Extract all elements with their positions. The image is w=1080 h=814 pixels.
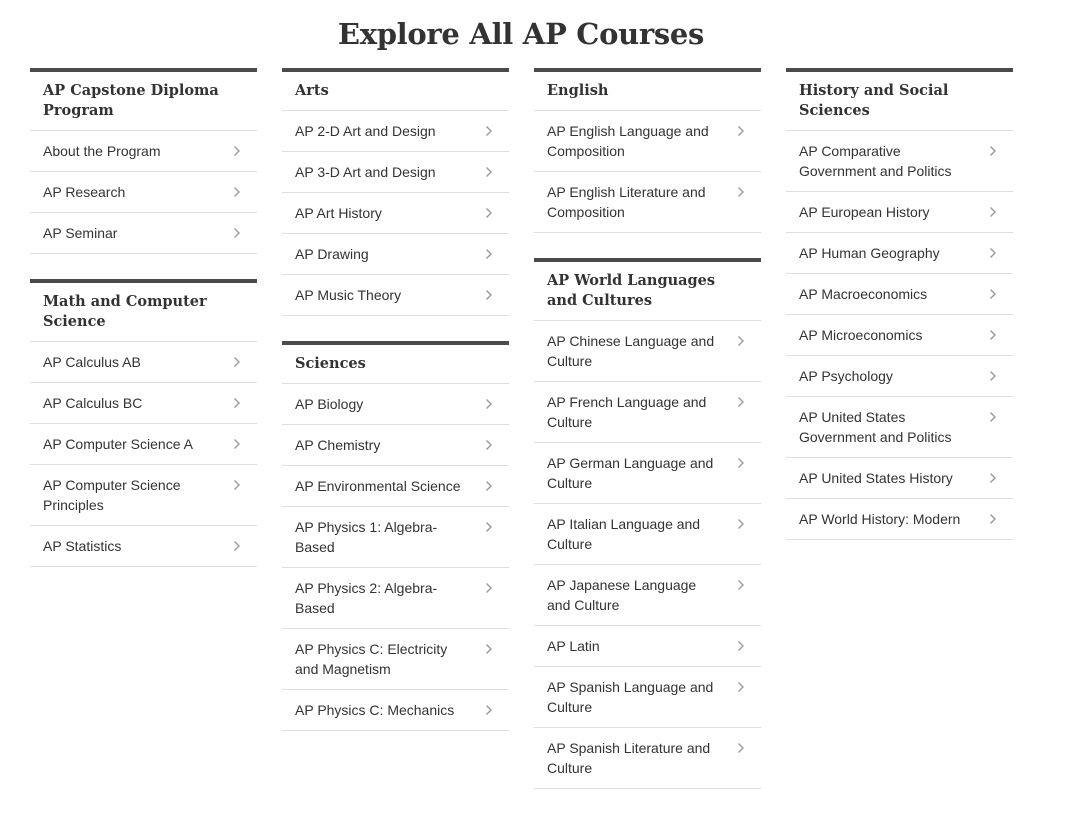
course-link-physics-c-mechanics[interactable] (282, 690, 509, 731)
course-link-environmental-science[interactable] (282, 466, 509, 507)
chevron-right-icon (734, 678, 748, 696)
course-link-macroeconomics[interactable] (786, 274, 1013, 315)
course-link-japanese[interactable] (534, 565, 761, 626)
chevron-right-icon (734, 515, 748, 533)
course-link-label: About the Program (43, 143, 161, 159)
course-link-ap-seminar[interactable] (30, 213, 257, 254)
course-link-drawing[interactable] (282, 234, 509, 275)
course-link-english-literature[interactable] (534, 172, 761, 233)
course-link-label: AP Computer Science Principles (43, 477, 181, 513)
section-heading: Math and Computer Science (30, 279, 257, 342)
course-link-label: AP Art History (295, 205, 382, 221)
page-title: Explore All AP Courses (337, 17, 705, 52)
course-link-3d-art-design[interactable] (282, 152, 509, 193)
course-column-2 (282, 68, 509, 756)
course-link-calculus-bc[interactable] (30, 383, 257, 424)
section-arts (282, 68, 509, 316)
chevron-right-icon (230, 142, 244, 160)
chevron-right-icon (986, 367, 1000, 385)
course-link-label: AP Psychology (799, 368, 893, 384)
chevron-right-icon (230, 353, 244, 371)
course-link-label: AP Physics 1: Algebra-Based (295, 519, 438, 555)
course-link-label: AP Physics 2: Algebra-Based (295, 580, 438, 616)
section-heading: AP Capstone Diploma Program (30, 68, 257, 131)
course-link-label: AP Physics C: Mechanics (295, 702, 455, 718)
course-link-label: AP Calculus AB (43, 354, 141, 370)
chevron-right-icon (734, 183, 748, 201)
course-link-microeconomics[interactable] (786, 315, 1013, 356)
course-link-spanish-language[interactable] (534, 667, 761, 728)
course-link-label: AP United States History (799, 470, 953, 486)
chevron-right-icon (482, 518, 496, 536)
course-link-label: AP Comparative Government and Politics (799, 143, 952, 179)
course-link-chinese[interactable] (534, 321, 761, 382)
course-link-italian[interactable] (534, 504, 761, 565)
course-link-label: AP Seminar (43, 225, 118, 241)
course-link-physics-1[interactable] (282, 507, 509, 568)
course-link-ap-research[interactable] (30, 172, 257, 213)
course-link-label: AP Computer Science A (43, 436, 193, 452)
course-link-label: AP Chinese Language and Culture (547, 333, 715, 369)
section-english (534, 68, 761, 233)
chevron-right-icon (734, 637, 748, 655)
course-column-1 (30, 68, 257, 592)
chevron-right-icon (986, 203, 1000, 221)
course-link-label: AP World History: Modern (799, 511, 961, 527)
chevron-right-icon (986, 244, 1000, 262)
course-link-label: AP Spanish Literature and Culture (547, 740, 711, 776)
chevron-right-icon (734, 393, 748, 411)
course-link-label: AP Music Theory (295, 287, 402, 303)
section-heading: Arts (282, 68, 509, 111)
section-heading: History and Social Sciences (786, 68, 1013, 131)
course-link-label: AP German Language and Culture (547, 455, 714, 491)
course-link-french[interactable] (534, 382, 761, 443)
chevron-right-icon (734, 332, 748, 350)
section-heading: Sciences (282, 341, 509, 384)
course-link-chemistry[interactable] (282, 425, 509, 466)
course-link-world-history[interactable] (786, 499, 1013, 540)
course-link-english-language[interactable] (534, 111, 761, 172)
chevron-right-icon (230, 394, 244, 412)
course-link-label: AP 3-D Art and Design (295, 164, 436, 180)
course-link-physics-c-em[interactable] (282, 629, 509, 690)
chevron-right-icon (482, 579, 496, 597)
chevron-right-icon (482, 163, 496, 181)
chevron-right-icon (230, 435, 244, 453)
course-link-computer-science-principles[interactable] (30, 465, 257, 526)
course-link-label: AP Latin (547, 638, 600, 654)
course-link-2d-art-design[interactable] (282, 111, 509, 152)
chevron-right-icon (734, 454, 748, 472)
section-heading: AP World Languages and Cultures (534, 258, 761, 321)
chevron-right-icon (986, 285, 1000, 303)
chevron-right-icon (482, 286, 496, 304)
course-link-spanish-literature[interactable] (534, 728, 761, 789)
course-link-label: AP English Literature and Composition (547, 184, 706, 220)
chevron-right-icon (986, 510, 1000, 528)
section-math-computer-science (30, 279, 257, 567)
chevron-right-icon (986, 326, 1000, 344)
chevron-right-icon (734, 739, 748, 757)
course-link-label: AP United States Government and Politics (799, 409, 952, 445)
chevron-right-icon (230, 537, 244, 555)
course-link-us-government[interactable] (786, 397, 1013, 458)
course-link-label: AP French Language and Culture (547, 394, 707, 430)
course-link-label: AP Calculus BC (43, 395, 143, 411)
course-link-us-history[interactable] (786, 458, 1013, 499)
course-link-european-history[interactable] (786, 192, 1013, 233)
course-link-label: AP Chemistry (295, 437, 381, 453)
course-link-label: AP Macroeconomics (799, 286, 928, 302)
chevron-right-icon (734, 576, 748, 594)
course-link-label: AP Research (43, 184, 126, 200)
chevron-right-icon (230, 476, 244, 494)
course-link-latin[interactable] (534, 626, 761, 667)
course-link-label: AP Italian Language and Culture (547, 516, 701, 552)
course-link-art-history[interactable] (282, 193, 509, 234)
course-column-3 (534, 68, 761, 814)
section-world-languages (534, 258, 761, 789)
course-link-german[interactable] (534, 443, 761, 504)
course-link-human-geography[interactable] (786, 233, 1013, 274)
course-link-label: AP European History (799, 204, 930, 220)
chevron-right-icon (482, 436, 496, 454)
course-link-calculus-ab[interactable] (30, 342, 257, 383)
chevron-right-icon (482, 701, 496, 719)
chevron-right-icon (482, 477, 496, 495)
course-link-label: AP 2-D Art and Design (295, 123, 436, 139)
course-link-comparative-government[interactable] (786, 131, 1013, 192)
course-link-biology[interactable] (282, 384, 509, 425)
course-link-label: AP Physics C: Electricity and Magnetism (295, 641, 448, 677)
course-link-label: AP Japanese Language and Culture (547, 577, 697, 613)
chevron-right-icon (482, 640, 496, 658)
course-link-label: AP Biology (295, 396, 364, 412)
chevron-right-icon (482, 122, 496, 140)
course-link-label: AP Statistics (43, 538, 122, 554)
course-link-label: AP Microeconomics (799, 327, 923, 343)
course-link-label: AP English Language and Composition (547, 123, 709, 159)
chevron-right-icon (230, 183, 244, 201)
course-link-music-theory[interactable] (282, 275, 509, 316)
course-link-label: AP Drawing (295, 246, 369, 262)
chevron-right-icon (986, 469, 1000, 487)
course-link-physics-2[interactable] (282, 568, 509, 629)
chevron-right-icon (482, 204, 496, 222)
section-history-social-sciences (786, 68, 1013, 540)
chevron-right-icon (986, 142, 1000, 160)
course-link-psychology[interactable] (786, 356, 1013, 397)
course-link-label: AP Spanish Language and Culture (547, 679, 714, 715)
section-heading: English (534, 68, 761, 111)
course-column-4 (786, 68, 1013, 565)
course-link-about-the-program[interactable] (30, 131, 257, 172)
chevron-right-icon (482, 245, 496, 263)
chevron-right-icon (230, 224, 244, 242)
course-link-computer-science-a[interactable] (30, 424, 257, 465)
course-link-label: AP Human Geography (799, 245, 940, 261)
chevron-right-icon (986, 408, 1000, 426)
section-ap-capstone (30, 68, 257, 254)
course-link-statistics[interactable] (30, 526, 257, 567)
chevron-right-icon (734, 122, 748, 140)
course-link-label: AP Environmental Science (295, 478, 461, 494)
chevron-right-icon (482, 395, 496, 413)
section-sciences (282, 341, 509, 731)
